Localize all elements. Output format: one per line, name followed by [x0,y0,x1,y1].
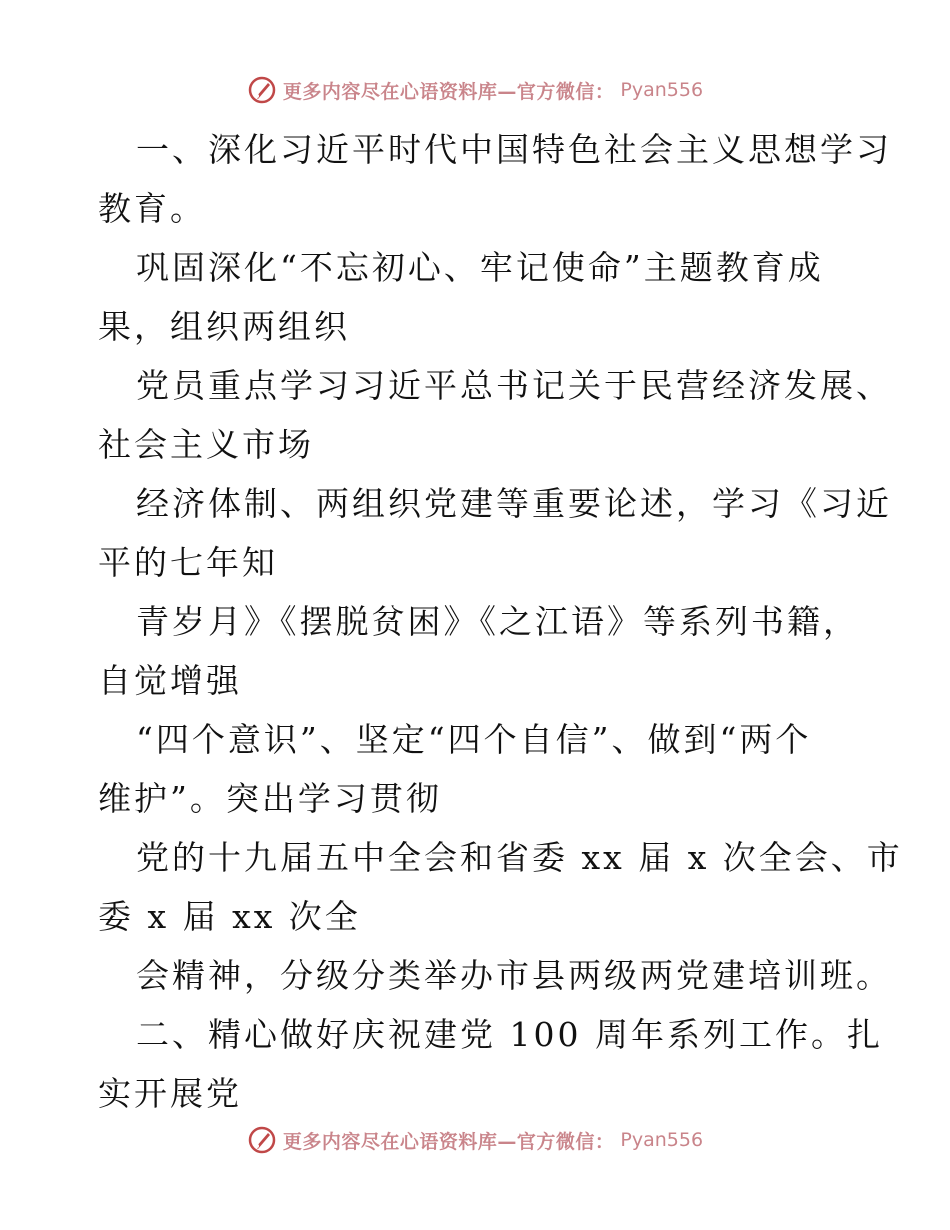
text-line: 巩固深化“不忘初心、牢记使命”主题教育成 [136,248,824,287]
footer-watermark [0,1120,950,1160]
header-watermark [0,70,950,110]
text-line: 教育。 [98,189,206,228]
text-line: 维护”。突出学习贯彻 [98,779,442,818]
text-line: 党的十九届五中全会和省委 xx 届 x 次全会、市 [136,838,903,877]
text-line: 一、深化习近平时代中国特色社会主义思想学习 [136,130,892,169]
text-line: 平的七年知 [98,543,278,582]
quill-pen-icon [247,75,277,105]
watermark-text: 更多内容尽在心语资料库—官方微信： [282,1130,615,1153]
text-line: 会精神，分级分类举办市县两级两党建培训班。 [136,956,892,995]
text-line: 社会主义市场 [98,425,314,464]
watermark-wechat-id: Pyan556 [620,79,704,101]
text-line: 实开展党 [98,1074,242,1113]
watermark-text: 更多内容尽在心语资料库—官方微信： [282,80,615,103]
text-line: 二、精心做好庆祝建党 100 周年系列工作。扎 [136,1015,883,1054]
text-line: 自觉增强 [98,661,242,700]
text-line: 青岁月》《摆脱贫困》《之江语》等系列书籍， [136,602,859,641]
text-line: 经济体制、两组织党建等重要论述，学习《习近 [136,484,892,523]
text-line: 果，组织两组织 [98,307,350,346]
text-line: 委 x 届 xx 次全 [98,897,361,936]
text-line: 党员重点学习习近平总书记关于民营经济发展、 [136,366,892,405]
quill-pen-icon [247,1125,277,1155]
text-line: “四个意识”、坚定“四个自信”、做到“两个 [136,720,812,759]
document-body [98,120,903,1123]
watermark-wechat-id: Pyan556 [620,1129,704,1151]
